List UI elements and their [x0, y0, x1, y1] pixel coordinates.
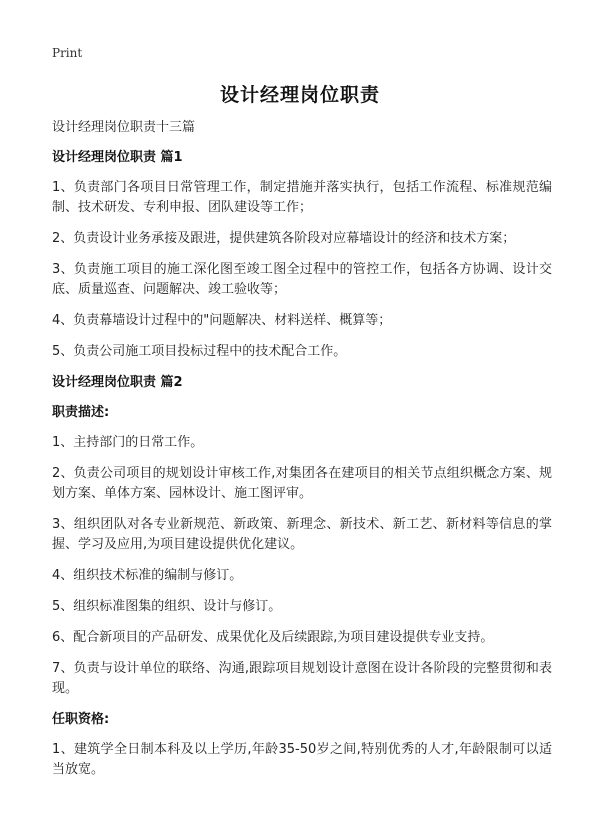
- job-description-heading: 职责描述:: [52, 405, 110, 420]
- document-subtitle: 设计经理岗位职责十三篇: [52, 120, 196, 135]
- print-label: Print: [52, 46, 83, 60]
- list-item: 1、主持部门的日常工作。: [52, 435, 204, 450]
- qualifications-heading: 任职资格:: [52, 712, 110, 727]
- list-item: 3、组织团队对各专业新规范、新政策、新理念、新技术、新工艺、新材料等信息的掌握、学习及应用,为项目建设提供优化建议。: [52, 517, 552, 552]
- list-item: 1、负责部门各项目日常管理工作，制定措施并落实执行，包括工作流程、标准规范编制、技术研发、专利申报、团队建设等工作；: [52, 180, 552, 215]
- list-item: 3、负责施工项目的施工深化图至竣工图全过程中的管控工作，包括各方协调、设计交底、质量巡查、问题解决、竣工验收等；: [52, 262, 552, 297]
- section-heading-2: 设计经理岗位职责 篇2: [52, 375, 183, 390]
- list-item: 5、组织标准图集的组织、设计与修订。: [52, 599, 282, 614]
- list-item: 4、组织技术标准的编制与修订。: [52, 568, 243, 583]
- list-item: 2、负责公司项目的规划设计审核工作,对集团各在建项目的相关节点组织概念方案、规划方案、单体方案、园林设计、施工图评审。: [52, 466, 552, 501]
- document-body: [52, 118, 552, 791]
- section-heading-1: 设计经理岗位职责 篇1: [52, 150, 183, 165]
- list-item: 7、负责与设计单位的联络、沟通,跟踪项目规划设计意图在设计各阶段的完整贯彻和表现。: [52, 661, 552, 696]
- document-title: 设计经理岗位职责: [219, 84, 380, 106]
- list-item: 5、负责公司施工项目投标过程中的技术配合工作。: [52, 344, 347, 359]
- list-item: 2、负责设计业务承接及跟进，提供建筑各阶段对应幕墙设计的经济和技术方案；: [52, 231, 516, 246]
- list-item: 4、负责幕墙设计过程中的"问题解决、材料送样、概算等；: [52, 313, 392, 328]
- list-item: 1、建筑学全日制本科及以上学历,年龄35-50岁之间,特别优秀的人才,年龄限制可以适当放宽。: [52, 742, 552, 777]
- list-item: 6、配合新项目的产品研发、成果优化及后续跟踪,为项目建设提供专业支持。: [52, 630, 494, 645]
